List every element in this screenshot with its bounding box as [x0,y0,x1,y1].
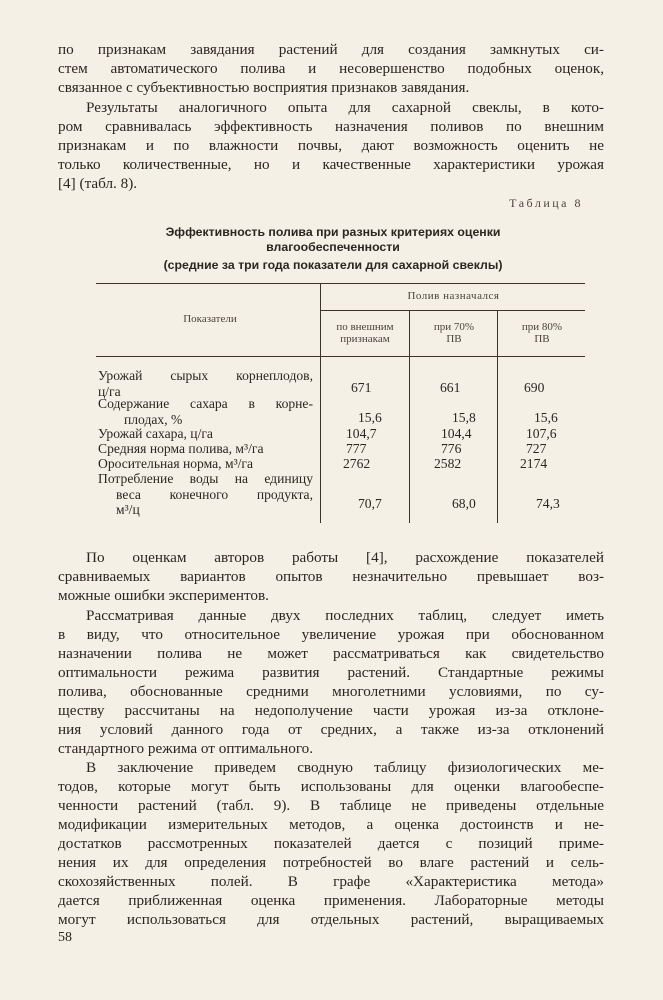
table-cell: 777 [346,441,367,456]
header-line: ПВ [534,333,550,345]
label-line: Урожай сахара, ц/га [98,426,213,441]
table-row-label [98,471,313,518]
label-line: веса конечного продукта, [116,486,313,502]
table-row-label [98,426,313,442]
text-line: Результаты аналогичного опыта для сахарной свеклы, в кото- [86,99,604,116]
header-col-80 [499,321,585,345]
label-line: плодах, % [124,411,183,427]
text-line: по признакам завядания растений для создания замкнутых си- [58,41,604,58]
text-line: Рассматривая данные двух последних таблиц, следует иметь [86,607,604,624]
table-cell: 2582 [434,456,462,471]
label-line: Урожай сырых корнеплодов, [98,368,313,383]
text-line: только количественные, но и качественные характеристики урожая [58,156,604,173]
table-cell: 15,6 [358,410,382,425]
paragraph-1 [58,40,604,97]
table-header-rule [96,356,585,357]
header-col-70 [411,321,497,345]
text-line: дается приближенная оценка применения. Лабораторные методы [58,892,604,909]
table-title-line: Эффективность полива при разных критериях оценки [165,225,501,239]
table-row-label [98,396,313,427]
text-line: полива, обоснованные средними многолетними условиями, по су- [58,683,604,700]
table-cell: 107,6 [526,426,557,441]
text-line: стем автоматического полива и несовершенство подобных оценок, [58,60,604,77]
table-subtitle: (средние за три года показатели для сахарной свеклы) [163,258,503,272]
text-line: назначении полива не может рассматриваться как свидетельство [58,645,604,662]
table-cell: 690 [524,380,545,395]
text-line: [4] (табл. 8). [58,175,138,192]
text-line: В заключение приведем сводную таблицу физиологических ме- [86,759,604,776]
text-line: ществу рассчитаны на недополучение части урожая из-за отклоне- [58,702,604,719]
paragraph-5 [58,758,604,929]
table-cell: 671 [351,380,372,395]
table-title [98,225,568,255]
header-line: по внешним [336,321,394,333]
table-cell: 70,7 [358,496,382,511]
table-column-rule [497,310,498,523]
table-title-line: влагообеспеченности [266,240,400,254]
table-group-rule [320,310,585,311]
table-column-rule [409,310,410,523]
label-line: ц/га [98,383,121,399]
table-cell: 727 [526,441,547,456]
header-row-label: Показатели [183,313,237,325]
text-line: ния условий данного года от средних, а также из-за отклонений [58,721,604,738]
table-cell: 2174 [520,456,548,471]
table-caption: Таблица 8 [509,196,583,210]
table-row-label [98,368,313,399]
text-line: связанное с субъективностью восприятия признаков завядания. [58,79,470,96]
paragraph-4 [58,606,604,758]
label-line: Потребление воды на единицу [98,471,313,486]
table-cell: 776 [441,441,462,456]
label-line: Средняя норма полива, м³/га [98,441,264,456]
header-line: ПВ [446,333,462,345]
text-line: могут использоваться для отдельных растений, выращиваемых [58,911,604,928]
header-group: Полив назначался [407,290,500,302]
header-line: признакам [340,333,390,345]
text-line: достатков рассмотренных показателей дается с позиций приме- [58,835,604,852]
header-line: при 70% [433,321,475,333]
text-line: тодов, которые могут быть использованы для оценки влагообеспе- [58,778,604,795]
text-line: ром сравнивалась эффективность назначения поливов по внешним [58,118,604,135]
table-row-label [98,456,313,472]
header-line: при 80% [521,321,563,333]
text-line: оптимальности режима развития растений. Стандартные режимы [58,664,604,681]
table-top-rule [96,283,585,284]
label-line: Оросительная норма, м³/га [98,456,254,471]
paragraph-3 [58,548,604,605]
text-line: По оценкам авторов работы [4], расхождение показателей [86,549,604,566]
table-column-rule [320,283,321,523]
table-row-label [98,441,313,457]
text-line: модификации измерительных методов, а оценка достоинств и не- [58,816,604,833]
paragraph-2 [58,98,604,193]
text-line: можные ошибки экспериментов. [58,587,269,604]
label-line: м³/ц [116,502,140,517]
text-line: в виду, что относительное увеличение урожая при обоснованном [58,626,604,643]
text-line: ченности растений (табл. 9). В таблице не приведены отдельные [58,797,604,814]
text-line: сравниваемых вариантов опытов незначительно превышает воз- [58,568,604,585]
table-cell: 661 [440,380,461,395]
table-cell: 104,7 [346,426,377,441]
page-number: 58 [58,930,72,945]
table-cell: 15,6 [534,410,558,425]
table-cell: 2762 [343,456,371,471]
text-line: скохозяйственных полей. В графе «Характеристика метода» [58,873,604,890]
header-col-external [322,321,408,345]
table-cell: 74,3 [536,496,560,511]
table-cell: 68,0 [452,496,476,511]
text-line: признакам и по влажности почвы, дают возможность оценить не [58,137,604,154]
text-line: нения их для определения потребностей во влаге растений и сель- [58,854,604,871]
text-line: стандартного режима от оптимального. [58,740,314,757]
table-cell: 104,4 [441,426,472,441]
label-line: Содержание сахара в корне- [98,396,313,411]
table-cell: 15,8 [452,410,476,425]
